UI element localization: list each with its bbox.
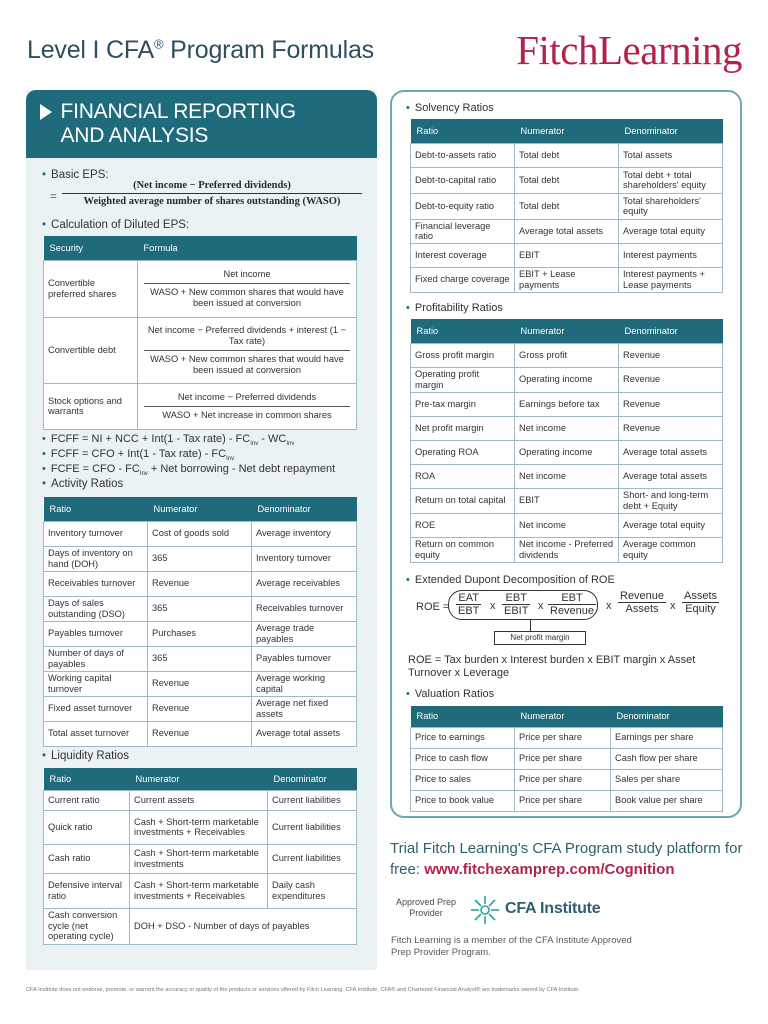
- table-cell: DOH + DSO - Number of days of payables: [130, 908, 357, 944]
- trial-promo: Trial Fitch Learning's CFA Program study platform for free: www.fitchexamprep.com/Cognition: [390, 840, 743, 878]
- table-cell: Current liabilities: [268, 790, 357, 810]
- ratios-panel: [390, 90, 742, 818]
- profitability-ratios-table: Ratio Numerator Denominator Gross profit margin Gross profit Revenue Operating profit margin Operating income Revenue Pre-tax margin Earnings before tax Revenue Net profit margin Net income Revenue Operating ROA Operating income Average total assets ROA Net income Average total assets Return on total capital EBIT Short- and long-term debt + Equity ROE Net income Average total equity Return on common equity Net income - Preferred dividends Average common equity: [410, 319, 723, 563]
- table-cell: Receivables turnover: [44, 571, 148, 596]
- table-cell: Operating income: [515, 367, 619, 392]
- table-cell: Net profit margin: [411, 416, 515, 440]
- table-cell: Price to sales: [411, 769, 515, 790]
- play-triangle-icon: [40, 104, 52, 120]
- table-row: [44, 571, 357, 596]
- table-cell: EBIT + Lease payments: [515, 267, 619, 292]
- table-row: [411, 440, 723, 464]
- table-cell: Net income: [515, 464, 619, 488]
- page-title: Level I CFA® Program Formulas: [27, 36, 374, 64]
- table-row: [411, 513, 723, 537]
- table-cell: Return on common equity: [411, 537, 515, 562]
- table-cell: Revenue: [619, 416, 723, 440]
- table-cell: Days of inventory on hand (DOH): [44, 546, 148, 571]
- basic-eps-label: • Basic EPS:: [42, 169, 109, 181]
- table-cell: Net income: [515, 416, 619, 440]
- table-row: [44, 908, 357, 944]
- table-cell: Debt-to-equity ratio: [411, 193, 515, 219]
- table-cell: Debt-to-assets ratio: [411, 143, 515, 167]
- table-row: Convertible preferred shares Net income WASO + New common shares that would have been issued at conversion: [44, 260, 357, 317]
- table-cell: Operating ROA: [411, 440, 515, 464]
- table-header: Security: [44, 236, 138, 260]
- table-cell: Cash + Short-term marketable investments: [130, 844, 268, 873]
- table-cell: Net income: [515, 513, 619, 537]
- table-cell: Payables turnover: [252, 646, 357, 671]
- table-cell: Inventory turnover: [252, 546, 357, 571]
- table-cell: Total assets: [619, 143, 723, 167]
- table-cell: Book value per share: [611, 790, 723, 811]
- table-cell: Average total assets: [619, 440, 723, 464]
- table-cell: Interest payments + Lease payments: [619, 267, 723, 292]
- liquidity-ratios-label: • Liquidity Ratios: [42, 750, 129, 762]
- table-cell: ROE: [411, 513, 515, 537]
- table-row: [44, 844, 357, 873]
- table-cell: 365: [148, 546, 252, 571]
- table-cell: Average total equity: [619, 219, 723, 243]
- table-cell: Total debt: [515, 167, 619, 193]
- table-cell: Price per share: [515, 727, 611, 748]
- cfa-institute-wordmark: CFA Institute: [505, 900, 601, 917]
- fcfe-formula: • FCFE = CFO - $FC_{Inv}$ + Net borrowing - Net debt repayment: [42, 463, 335, 477]
- table-row: [44, 646, 357, 671]
- table-cell: Quick ratio: [44, 810, 130, 844]
- net-profit-margin-label: Net profit margin: [494, 631, 586, 645]
- table-row: [411, 537, 723, 562]
- table-cell: Average receivables: [252, 571, 357, 596]
- table-row: [44, 696, 357, 721]
- table-row: [411, 488, 723, 513]
- table-cell: Revenue: [148, 571, 252, 596]
- table-row: [411, 167, 723, 193]
- table-cell: Average working capital: [252, 671, 357, 696]
- table-cell: Revenue: [148, 671, 252, 696]
- profitability-ratios-label: • Profitability Ratios: [406, 302, 503, 314]
- table-row: [411, 343, 723, 367]
- table-cell: Total debt: [515, 193, 619, 219]
- table-cell: EBIT: [515, 488, 619, 513]
- table-cell: Interest payments: [619, 243, 723, 267]
- table-row: [411, 243, 723, 267]
- table-cell: 365: [148, 596, 252, 621]
- table-cell: Current liabilities: [268, 844, 357, 873]
- table-row: [411, 464, 723, 488]
- table-cell: Average trade payables: [252, 621, 357, 646]
- fcff-formula-2: • FCFF = CFO + Int(1 - Tax rate) - $FC_{Inv}$: [42, 448, 234, 462]
- section-title: FINANCIAL REPORTING AND ANALYSIS: [60, 100, 296, 147]
- promo-url-link[interactable]: www.fitchexamprep.com/Cognition: [424, 861, 675, 878]
- table-cell: Cash flow per share: [611, 748, 723, 769]
- table-cell: Price to book value: [411, 790, 515, 811]
- solvency-ratios-table: Ratio Numerator Denominator Debt-to-assets ratio Total debt Total assets Debt-to-capital ratio Total debt Total debt + total shareholders' equity Debt-to-equity ratio Total debt Total shareholders' equity Financial leverage ratio Average total assets Average total equity Interest coverage EBIT Interest payments Fixed charge coverage EBIT + Lease payments Interest payments + Lease payments: [410, 119, 723, 293]
- table-cell: Cash conversion cycle (net operating cycle): [44, 908, 130, 944]
- table-cell: Average total assets: [515, 219, 619, 243]
- table-cell: Total debt + total shareholders' equity: [619, 167, 723, 193]
- table-cell: Price per share: [515, 769, 611, 790]
- table-cell: Cost of goods sold: [148, 521, 252, 546]
- member-note: Fitch Learning is a member of the CFA Institute Approved Prep Provider Program.: [391, 935, 632, 958]
- table-cell: Earnings per share: [611, 727, 723, 748]
- table-cell: Average common equity: [619, 537, 723, 562]
- solvency-ratios-label: • Solvency Ratios: [406, 102, 494, 114]
- table-cell: Price per share: [515, 748, 611, 769]
- activity-ratios-table: Ratio Numerator Denominator Inventory turnover Cost of goods sold Average inventory Days of inventory on hand (DOH) 365 Inventory turnover Receivables turnover Revenue Average receivables Days of sales outstanding (DSO) 365 Receivables turnover Payables turnover Purchases Average trade payables Number of days of payables 365 Payables turnover Working capital turnover Revenue Average working capital Fixed asset turnover Revenue Average net fixed assets Total asset turnover Revenue Average total assets: [43, 497, 357, 747]
- table-cell: Inventory turnover: [44, 521, 148, 546]
- valuation-ratios-table: Ratio Numerator Denominator Price to earnings Price per share Earnings per share Price to cash flow Price per share Cash flow per share Price to sales Price per share Sales per share Price to book value Price per share Book value per share: [410, 706, 723, 812]
- table-cell: Return on total capital: [411, 488, 515, 513]
- table-cell: Revenue: [619, 367, 723, 392]
- table-row: [44, 521, 357, 546]
- table-cell: Average total assets: [252, 721, 357, 746]
- diluted-eps-table: [43, 236, 357, 430]
- table-row: [411, 727, 723, 748]
- table-row: [411, 143, 723, 167]
- table-cell: Gross profit: [515, 343, 619, 367]
- table-row: [411, 267, 723, 292]
- table-cell: Current liabilities: [268, 810, 357, 844]
- activity-ratios-label: • Activity Ratios: [42, 478, 123, 490]
- table-row: [44, 671, 357, 696]
- dupont-formula: ROE = EAT EBT x EBT EBIT x EBT Revenue x Revenue Assets x Assets Equity Net profit margin: [408, 590, 738, 650]
- fcff-formula-1: • FCFF = NI + NCC + Int(1 - Tax rate) - $FC_{Inv} - WC_{Inv}$: [42, 433, 294, 447]
- table-row: [44, 621, 357, 646]
- table-cell: Price to earnings: [411, 727, 515, 748]
- valuation-ratios-label: • Valuation Ratios: [406, 688, 494, 700]
- table-cell: Average net fixed assets: [252, 696, 357, 721]
- table-header: Formula: [138, 236, 357, 260]
- table-row: Stock options and warrants Net income − Preferred dividends WASO + Net increase in common shares: [44, 383, 357, 429]
- table-cell: Daily cash expenditures: [268, 873, 357, 908]
- table-cell: Fixed charge coverage: [411, 267, 515, 292]
- table-cell: Net income - Preferred dividends: [515, 537, 619, 562]
- table-cell: Total debt: [515, 143, 619, 167]
- table-cell: ROA: [411, 464, 515, 488]
- table-cell: Cash ratio: [44, 844, 130, 873]
- table-cell: Operating income: [515, 440, 619, 464]
- table-cell: Short- and long-term debt + Equity: [619, 488, 723, 513]
- liquidity-ratios-table: Ratio Numerator Denominator Current ratio Current assets Current liabilities Quick ratio Cash + Short-term marketable investments + Receivables Current liabilities Cash ratio Cash + Short-term marketable investments Current liabilities Defensive interval ratio Cash + Short-term marketable investments + Receivables Daily cash expenditures Cash conversion cycle (net operating cycle) DOH + DSO - Number of days of payables: [43, 768, 357, 945]
- table-row: [44, 546, 357, 571]
- table-row: [44, 596, 357, 621]
- table-cell: Debt-to-capital ratio: [411, 167, 515, 193]
- table-cell: Average total assets: [619, 464, 723, 488]
- table-row: [44, 873, 357, 908]
- dupont-label: • Extended Dupont Decomposition of ROE: [406, 574, 615, 586]
- table-cell: Current ratio: [44, 790, 130, 810]
- table-cell: Receivables turnover: [252, 596, 357, 621]
- table-cell: Price to cash flow: [411, 748, 515, 769]
- table-row: Convertible debt Net income − Preferred dividends + interest (1 − Tax rate) WASO + New common shares that would have been issued at conversion: [44, 317, 357, 383]
- roe-equation: ROE = Tax burden x Interest burden x EBIT margin x Asset Turnover x Leverage: [408, 654, 696, 679]
- table-cell: Current assets: [130, 790, 268, 810]
- table-cell: Sales per share: [611, 769, 723, 790]
- table-cell: Revenue: [619, 392, 723, 416]
- table-cell: Interest coverage: [411, 243, 515, 267]
- table-row: [411, 748, 723, 769]
- table-row: [44, 790, 357, 810]
- section-header: [26, 90, 377, 158]
- table-row: [411, 416, 723, 440]
- table-row: [411, 367, 723, 392]
- diluted-eps-label: • Calculation of Diluted EPS:: [42, 219, 189, 231]
- disclaimer-footer: CFA Institute does not endorse, promote, or warrant the accuracy or quality of the products or services offered by Fitch Learning. CFA Institute, CFA® and Chartered Financial Analyst® are trademarks owned by CFA Institute.: [26, 987, 580, 993]
- table-cell: Fixed asset turnover: [44, 696, 148, 721]
- approved-prep-provider: Approved Prep Provider: [395, 897, 457, 918]
- table-cell: Gross profit margin: [411, 343, 515, 367]
- table-cell: Earnings before tax: [515, 392, 619, 416]
- table-cell: Cash + Short-term marketable investments + Receivables: [130, 810, 268, 844]
- table-cell: Working capital turnover: [44, 671, 148, 696]
- table-cell: Total shareholders' equity: [619, 193, 723, 219]
- eps-numerator: (Net income − Preferred dividends): [133, 180, 291, 191]
- table-cell: Average total equity: [619, 513, 723, 537]
- cfa-institute-logo-icon: [470, 895, 500, 925]
- table-cell: 365: [148, 646, 252, 671]
- table-cell: EBIT: [515, 243, 619, 267]
- financial-reporting-panel: FINANCIAL REPORTING AND ANALYSIS • Basic EPS: = (Net income − Preferred dividends) Weighted average number of shares outstanding (WASO) • Calculation of Diluted EPS: Security Formula Convertible preferred shares Net income WASO + New common shares that would have been issued at conversion Convertible debt Net income − Preferred dividends + interest (1 − Tax rate) WASO + New common shares that would have been issued at conversion Stock options and warrants Net income − Preferred dividends WASO + Net increase in common shares • FCFF = NI + NCC + Int(1 - Tax rate) - $FC_{Inv} - WC_{Inv}$ • FCFF = CFO + Int(1 - Tax rate) - $FC_{Inv}$ • FCFE = CFO - $FC_{Inv}$ + Net borrowing - Net debt repayment • Activity Ratios Ratio Numerator Denominator Inventory turnover Cost of goods sold Average inventory Days of inventory on hand (DOH) 365 Inventory turnover Receivables turnover Revenue Average receivables Days of sales outstanding (DSO) 365 Receivables turnover Payables turnover Purchases Average trade payables Number of days of payables 365 Payables turnover Working capital turnover Revenue Average working capital Fixed asset turnover Revenue Average net fixed assets Total asset turnover Revenue Average total assets • Liquidity Ratios Ratio Numerator Denominator Current ratio Current assets Current liabilities Quick ratio Cash + Short-term marketable investments + Receivables Current liabilities Cash ratio Cash + Short-term marketable investments Current liabilities Defensive interval ratio Cash + Short-term marketable investments + Receivables Daily cash expenditures Cash conversion cycle (net operating cycle) DOH + DSO - Number of days of payables: [26, 90, 377, 970]
- table-cell: Financial leverage ratio: [411, 219, 515, 243]
- table-cell: Days of sales outstanding (DSO): [44, 596, 148, 621]
- table-cell: Defensive interval ratio: [44, 873, 130, 908]
- table-cell: Operating profit margin: [411, 367, 515, 392]
- table-row: [411, 193, 723, 219]
- table-row: [411, 769, 723, 790]
- table-row: [44, 721, 357, 746]
- table-cell: Revenue: [148, 696, 252, 721]
- eps-denominator: Weighted average number of shares outstanding (WASO): [83, 196, 341, 207]
- table-cell: Number of days of payables: [44, 646, 148, 671]
- table-cell: Purchases: [148, 621, 252, 646]
- table-row: [411, 790, 723, 811]
- table-cell: Price per share: [515, 790, 611, 811]
- table-cell: Cash + Short-term marketable investments + Receivables: [130, 873, 268, 908]
- table-cell: Total asset turnover: [44, 721, 148, 746]
- table-row: [411, 392, 723, 416]
- table-row: [411, 219, 723, 243]
- fitch-learning-logo: FitchLearning: [516, 27, 742, 73]
- table-cell: Revenue: [148, 721, 252, 746]
- table-row: [44, 810, 357, 844]
- table-cell: Revenue: [619, 343, 723, 367]
- table-cell: Pre-tax margin: [411, 392, 515, 416]
- table-cell: Payables turnover: [44, 621, 148, 646]
- table-cell: Average inventory: [252, 521, 357, 546]
